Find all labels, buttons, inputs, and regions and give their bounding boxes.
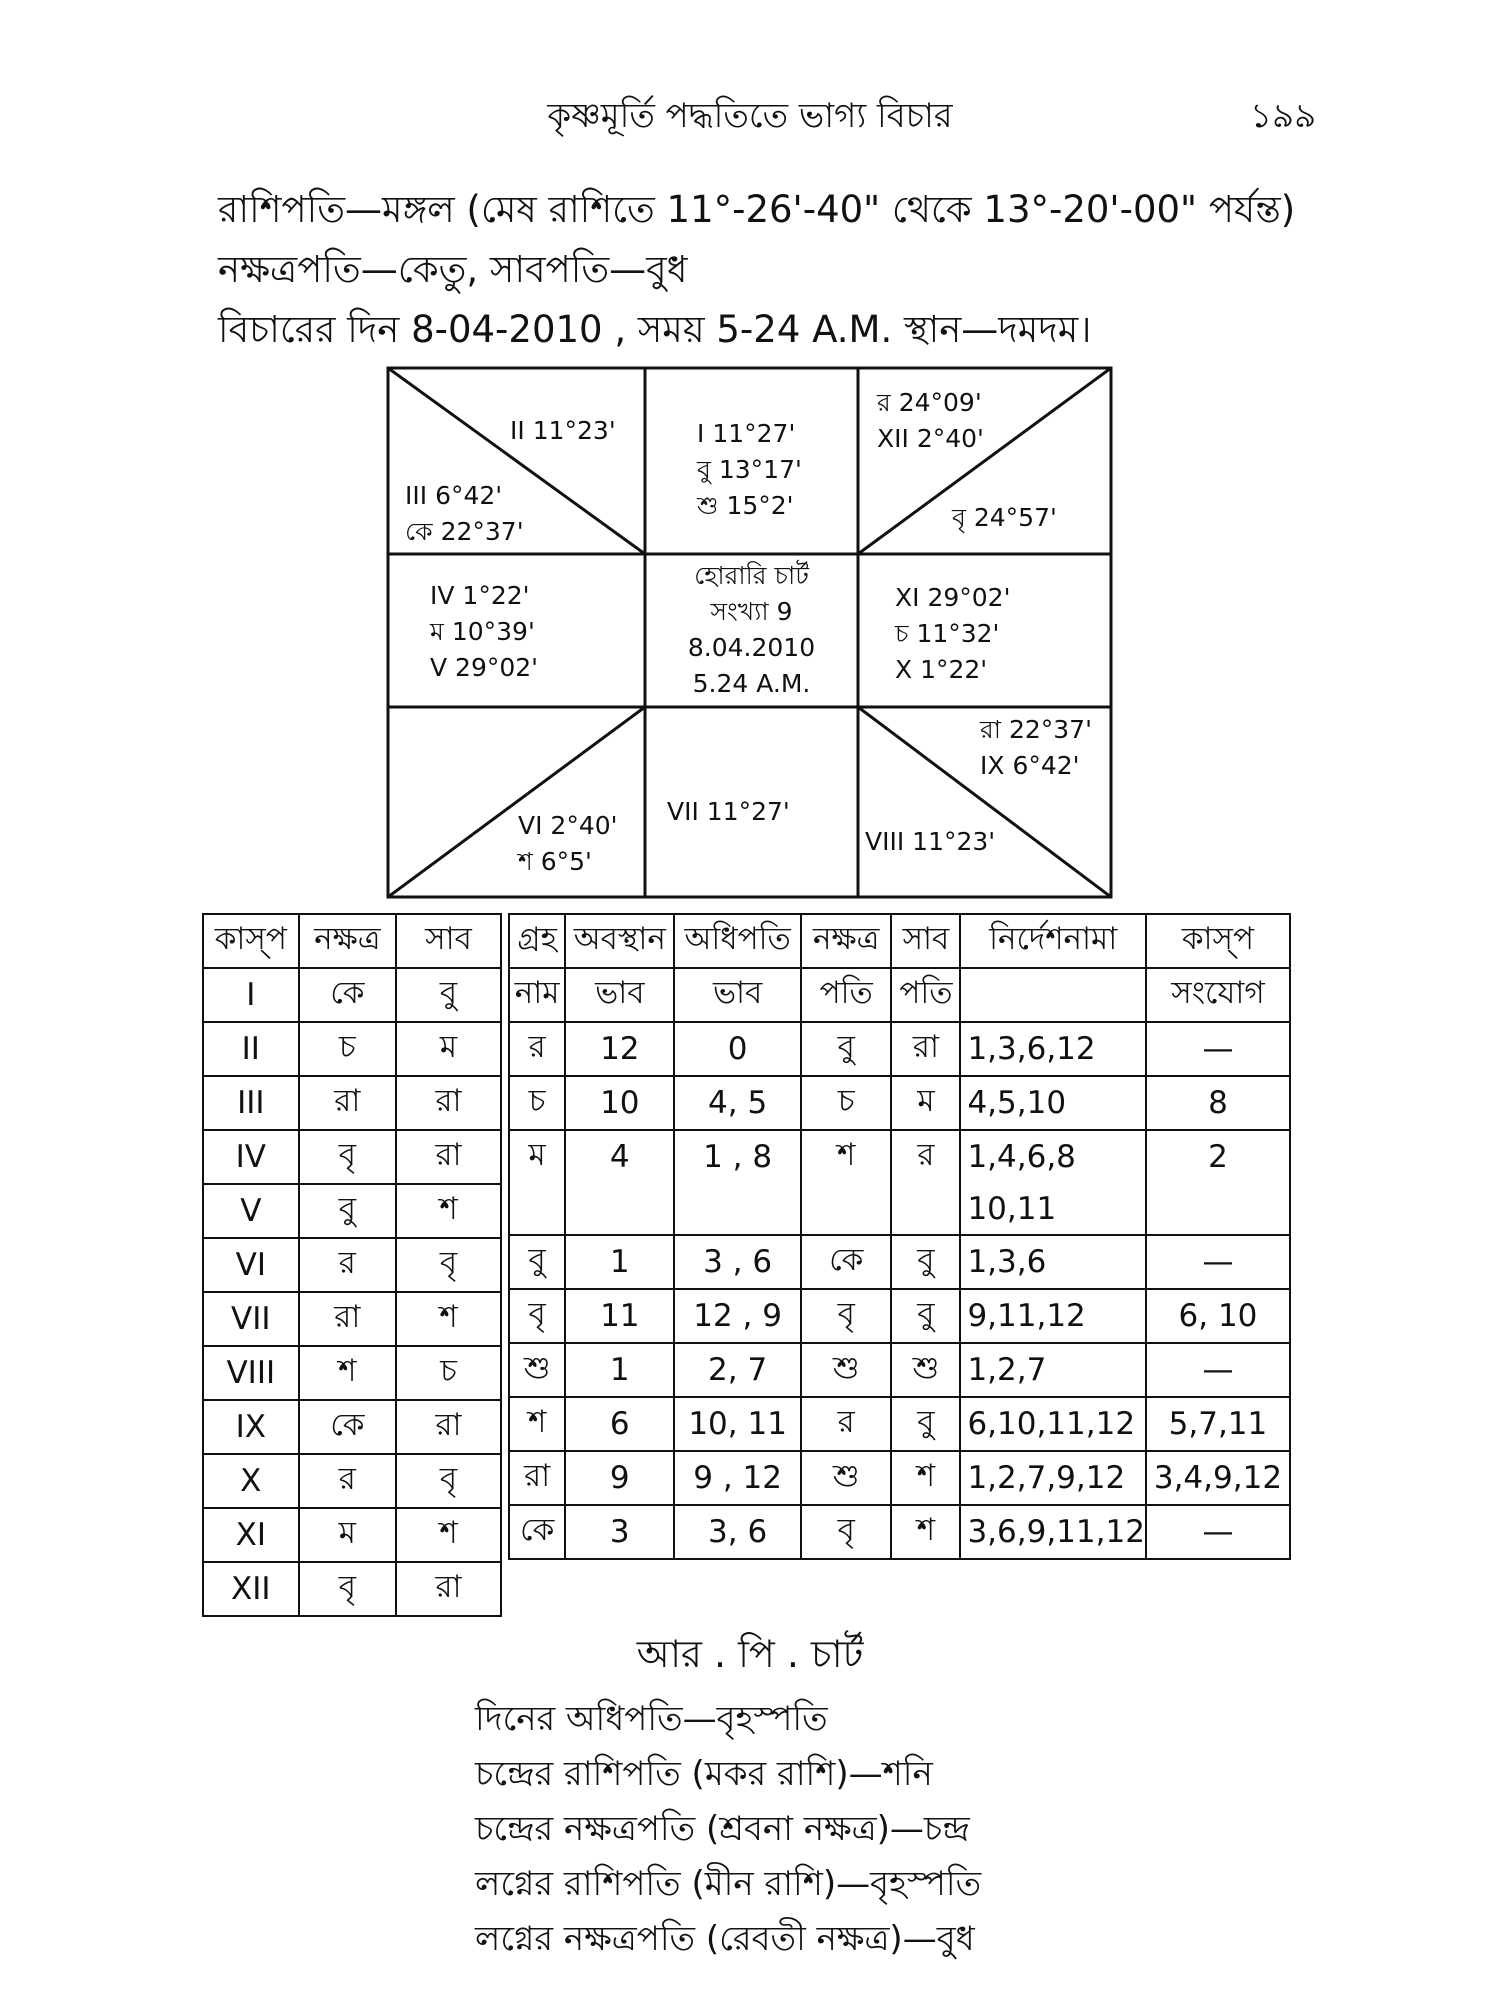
table-row-continuation: 10,11: [509, 1183, 1290, 1235]
cusp-table: [202, 913, 502, 1617]
table-row: V বু শ: [203, 1184, 501, 1238]
table-row: VIII শ চ: [203, 1346, 501, 1400]
table-row: II চ ম: [203, 1022, 501, 1076]
rp-chart-title: আর . পি . চার্ট: [636, 1632, 864, 1676]
running-header-title: কৃষ্ণমূর্তি পদ্ধতিতে ভাগ্য বিচার: [547, 96, 953, 136]
table-row: বু 1 3 , 6 কে বু 1,3,6 —: [509, 1235, 1290, 1289]
table-row: শু 1 2, 7 শু শু 1,2,7 —: [509, 1343, 1290, 1397]
chart-house-8: VIII 11°23': [865, 827, 996, 856]
chart-house-3: III 6°42' কে 22°37': [405, 481, 524, 546]
page-number: ১৯৯: [1250, 96, 1317, 136]
cusp-table-header: [203, 914, 501, 968]
cusp-header-sub: সাব: [396, 914, 501, 968]
chart-house-11-upper: বৃ 24°57': [952, 503, 1057, 532]
table-row: X র বৃ: [203, 1454, 501, 1508]
chart-house-9: রা 22°37' IX 6°42': [980, 715, 1092, 780]
table-row: কে 3 3, 6 বৃ শ 3,6,9,11,12 —: [509, 1505, 1290, 1559]
table-row: ম 4 1 , 8 শ র 1,4,6,8 2: [509, 1130, 1290, 1183]
rp-line-lagna-star-lord: লগ্নের নক্ষত্রপতি (রেবতী নক্ষত্র)—বুধ: [475, 1919, 975, 1959]
table-row: IX কে রা: [203, 1400, 501, 1454]
cusp-header-star: নক্ষত্র: [299, 914, 396, 968]
rp-line-day-lord: দিনের অধিপতি—বৃহস্পতি: [475, 1699, 828, 1739]
table-row: শ 6 10, 11 র বু 6,10,11,12 5,7,11: [509, 1397, 1290, 1451]
intro-line-judgement-date: বিচারের দিন 8-04-2010 , সময় 5-24 A.M. স্থান—দমদম।: [218, 308, 1092, 351]
table-row: বৃ 11 12 , 9 বৃ বু 9,11,12 6, 10: [509, 1289, 1290, 1343]
table-row: IV বৃ রা: [203, 1130, 501, 1184]
intro-line-star-sub-lord: নক্ষত্রপতি—কেতু, সাবপতি—বুধ: [218, 248, 688, 291]
header-star: নক্ষত্র: [801, 914, 891, 968]
intro-line-sign-lord: রাশিপতি—মঙ্গল (মেষ রাশিতে 11°-26'-40" থেকে 13°-20'-00" পর্যন্ত): [218, 188, 1296, 231]
chart-house-6: VI 2°40' শ 6°5': [518, 811, 618, 876]
table-row: র 12 0 বু রা 1,3,6,12 —: [509, 1022, 1290, 1076]
chart-house-1: I 11°27' বু 13°17' শু 15°2': [697, 419, 802, 520]
table-row: XII বৃ রা: [203, 1562, 501, 1616]
table-row: VI র বৃ: [203, 1238, 501, 1292]
chart-house-12: র 24°09' XII 2°40': [877, 388, 984, 453]
header-sub: সাব: [891, 914, 960, 968]
header-significators: নির্দেশনামা: [960, 914, 1145, 968]
planet-table-header-row1: [509, 914, 1290, 968]
header-planet: গ্রহ: [509, 914, 565, 968]
planet-table-header-row2: নাম ভাব ভাব পতি পতি সংযোগ: [509, 968, 1290, 1022]
chart-houses-10-11: XI 29°02' চ 11°32' X 1°22': [895, 583, 1011, 684]
header-position: অবস্থান: [565, 914, 674, 968]
planet-signification-table: [508, 913, 1291, 1560]
header-lordship: অধিপতি: [674, 914, 801, 968]
chart-center-label: হোরারি চার্ট সংখ্যা 9 8.04.2010 5.24 A.M.: [687, 561, 816, 698]
rp-line-lagna-sign-lord: লগ্নের রাশিপতি (মীন রাশি)—বৃহস্পতি: [475, 1864, 982, 1904]
table-row: III রা রা: [203, 1076, 501, 1130]
rp-line-moon-star-lord: চন্দ্রের নক্ষত্রপতি (শ্রবনা নক্ষত্র)—চন্দ্র: [475, 1809, 970, 1849]
table-row: রা 9 9 , 12 শু শ 1,2,7,9,12 3,4,9,12: [509, 1451, 1290, 1505]
table-row: XI ম শ: [203, 1508, 501, 1562]
chart-house-2: II 11°23': [510, 416, 616, 445]
chart-houses-4-5: IV 1°22' ম 10°39' V 29°02': [430, 581, 539, 682]
cusp-header-cusp: কাস্‌প: [203, 914, 299, 968]
table-row: VII রা শ: [203, 1292, 501, 1346]
rp-line-moon-sign-lord: চন্দ্রের রাশিপতি (মকর রাশি)—শনি: [475, 1754, 933, 1794]
header-cusp: কাস্‌প: [1146, 914, 1290, 968]
chart-house-7: VII 11°27': [667, 797, 790, 826]
table-row: চ 10 4, 5 চ ম 4,5,10 8: [509, 1076, 1290, 1130]
table-row: I কে বু: [203, 968, 501, 1022]
